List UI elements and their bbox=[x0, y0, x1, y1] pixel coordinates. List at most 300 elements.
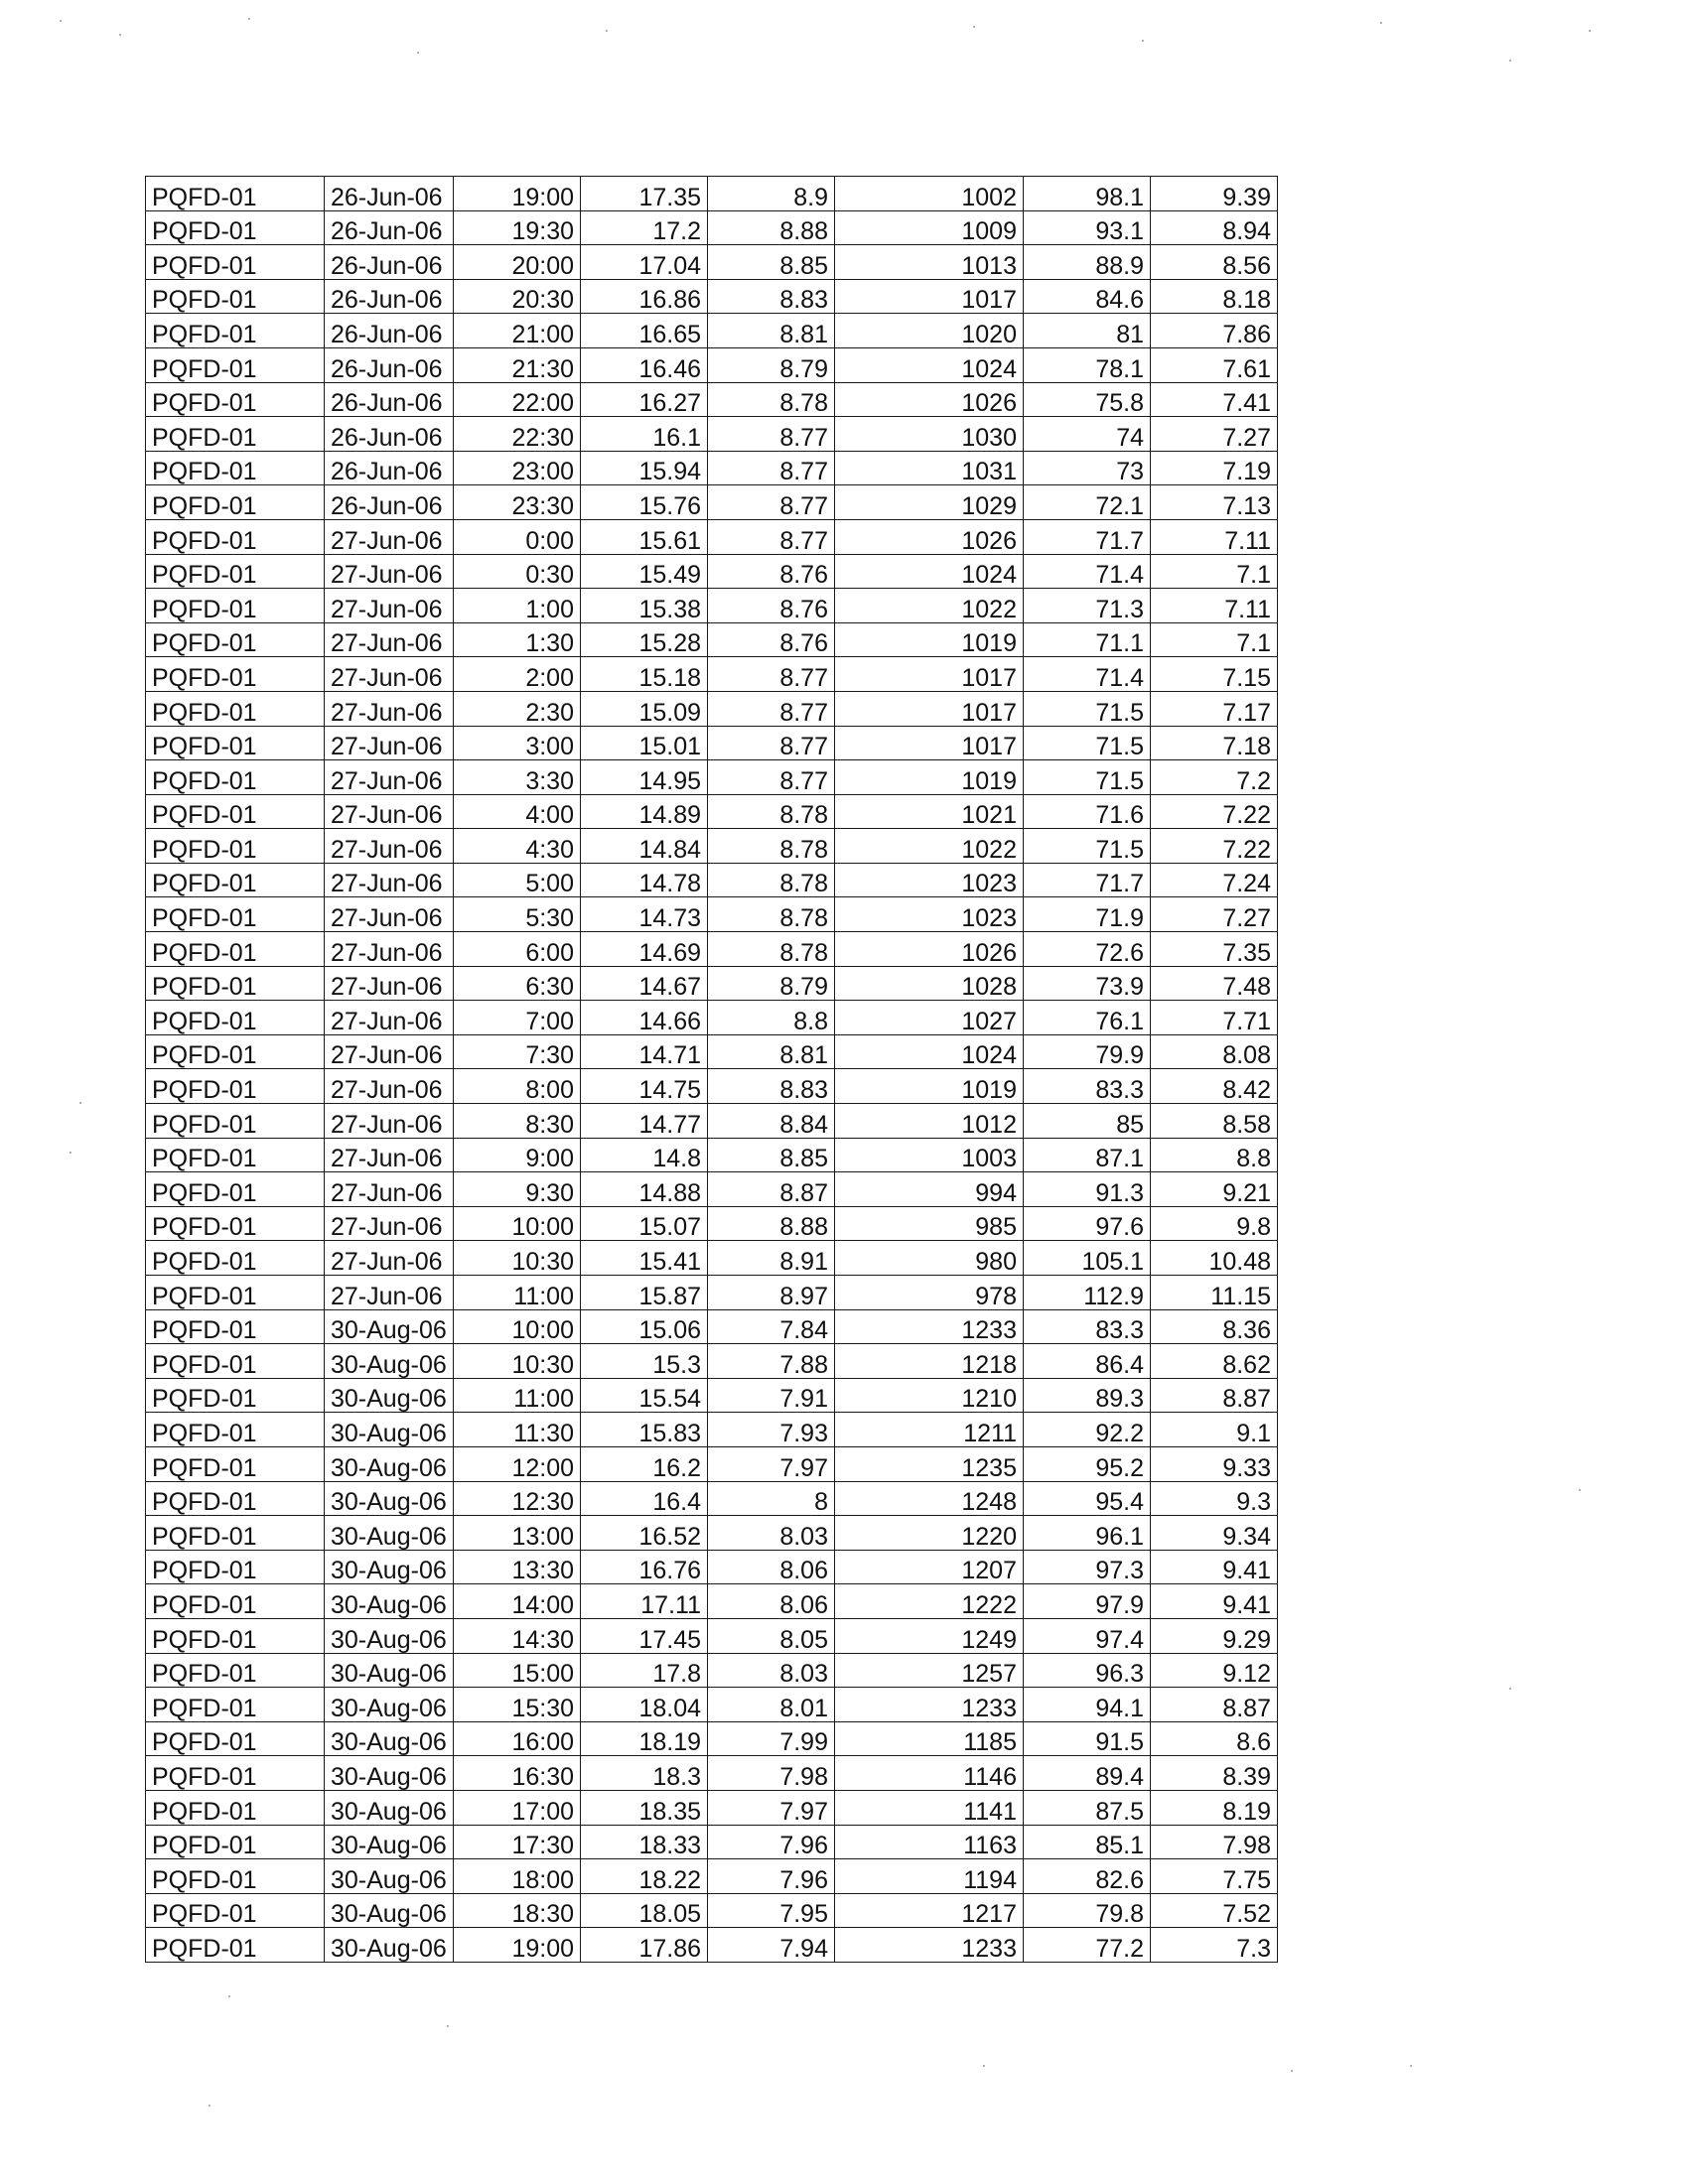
date-cell: 27-Jun-06 bbox=[325, 1138, 454, 1172]
site-id-cell: PQFD-01 bbox=[146, 1413, 325, 1447]
value-a-cell: 15.09 bbox=[581, 691, 708, 726]
value-d-cell: 91.3 bbox=[1024, 1172, 1151, 1207]
site-id-cell: PQFD-01 bbox=[146, 382, 325, 417]
value-e-cell: 7.27 bbox=[1151, 417, 1278, 452]
value-c-cell: 1233 bbox=[835, 1688, 1024, 1722]
time-cell: 21:00 bbox=[454, 314, 581, 348]
value-e-cell: 9.1 bbox=[1151, 1413, 1278, 1447]
value-c-cell: 1026 bbox=[835, 519, 1024, 554]
value-e-cell: 11.15 bbox=[1151, 1276, 1278, 1310]
value-b-cell: 7.98 bbox=[708, 1756, 835, 1791]
table-row bbox=[146, 485, 1278, 520]
value-e-cell: 8.39 bbox=[1151, 1756, 1278, 1791]
value-a-cell: 15.41 bbox=[581, 1241, 708, 1276]
value-d-cell: 75.8 bbox=[1024, 382, 1151, 417]
value-e-cell: 7.71 bbox=[1151, 1001, 1278, 1035]
value-b-cell: 8.77 bbox=[708, 691, 835, 726]
scan-speck bbox=[606, 30, 608, 32]
table-row bbox=[146, 1344, 1278, 1379]
site-id-cell: PQFD-01 bbox=[146, 1276, 325, 1310]
value-a-cell: 14.95 bbox=[581, 760, 708, 795]
value-c-cell: 1009 bbox=[835, 210, 1024, 245]
value-a-cell: 14.78 bbox=[581, 863, 708, 897]
value-c-cell: 1017 bbox=[835, 726, 1024, 760]
value-e-cell: 8.87 bbox=[1151, 1688, 1278, 1722]
value-d-cell: 98.1 bbox=[1024, 177, 1151, 211]
date-cell: 30-Aug-06 bbox=[325, 1721, 454, 1756]
value-c-cell: 1248 bbox=[835, 1481, 1024, 1516]
value-b-cell: 8.91 bbox=[708, 1241, 835, 1276]
value-b-cell: 7.84 bbox=[708, 1309, 835, 1344]
value-e-cell: 7.17 bbox=[1151, 691, 1278, 726]
value-a-cell: 15.61 bbox=[581, 519, 708, 554]
value-d-cell: 83.3 bbox=[1024, 1069, 1151, 1104]
table-row bbox=[146, 1138, 1278, 1172]
table-row bbox=[146, 1309, 1278, 1344]
time-cell: 10:00 bbox=[454, 1309, 581, 1344]
value-d-cell: 83.3 bbox=[1024, 1309, 1151, 1344]
table-row bbox=[146, 726, 1278, 760]
value-d-cell: 92.2 bbox=[1024, 1413, 1151, 1447]
time-cell: 22:30 bbox=[454, 417, 581, 452]
time-cell: 20:00 bbox=[454, 245, 581, 280]
time-cell: 15:00 bbox=[454, 1653, 581, 1688]
value-e-cell: 7.13 bbox=[1151, 485, 1278, 520]
value-a-cell: 14.88 bbox=[581, 1172, 708, 1207]
value-a-cell: 16.4 bbox=[581, 1481, 708, 1516]
value-d-cell: 79.9 bbox=[1024, 1034, 1151, 1069]
time-cell: 14:00 bbox=[454, 1584, 581, 1619]
value-d-cell: 77.2 bbox=[1024, 1928, 1151, 1963]
table-row bbox=[146, 1069, 1278, 1104]
site-id-cell: PQFD-01 bbox=[146, 966, 325, 1001]
value-e-cell: 7.19 bbox=[1151, 451, 1278, 485]
value-c-cell: 1019 bbox=[835, 622, 1024, 657]
scan-speck bbox=[1509, 1688, 1511, 1690]
value-b-cell: 7.88 bbox=[708, 1344, 835, 1379]
value-c-cell: 1217 bbox=[835, 1893, 1024, 1928]
value-e-cell: 9.41 bbox=[1151, 1550, 1278, 1584]
value-a-cell: 18.33 bbox=[581, 1825, 708, 1859]
site-id-cell: PQFD-01 bbox=[146, 1790, 325, 1825]
value-b-cell: 8.81 bbox=[708, 314, 835, 348]
table-row bbox=[146, 897, 1278, 932]
site-id-cell: PQFD-01 bbox=[146, 1344, 325, 1379]
time-cell: 0:30 bbox=[454, 554, 581, 589]
value-c-cell: 1026 bbox=[835, 382, 1024, 417]
scan-speck bbox=[447, 2025, 449, 2027]
site-id-cell: PQFD-01 bbox=[146, 657, 325, 692]
value-e-cell: 8.62 bbox=[1151, 1344, 1278, 1379]
scan-speck bbox=[417, 52, 419, 54]
site-id-cell: PQFD-01 bbox=[146, 760, 325, 795]
date-cell: 27-Jun-06 bbox=[325, 622, 454, 657]
value-c-cell: 1030 bbox=[835, 417, 1024, 452]
date-cell: 27-Jun-06 bbox=[325, 657, 454, 692]
table-row bbox=[146, 1516, 1278, 1551]
date-cell: 26-Jun-06 bbox=[325, 382, 454, 417]
date-cell: 30-Aug-06 bbox=[325, 1893, 454, 1928]
value-c-cell: 1012 bbox=[835, 1104, 1024, 1139]
value-d-cell: 97.3 bbox=[1024, 1550, 1151, 1584]
value-d-cell: 82.6 bbox=[1024, 1859, 1151, 1894]
date-cell: 27-Jun-06 bbox=[325, 691, 454, 726]
site-id-cell: PQFD-01 bbox=[146, 417, 325, 452]
value-b-cell: 8.83 bbox=[708, 1069, 835, 1104]
value-b-cell: 8.77 bbox=[708, 726, 835, 760]
value-c-cell: 1024 bbox=[835, 1034, 1024, 1069]
time-cell: 23:00 bbox=[454, 451, 581, 485]
value-b-cell: 7.94 bbox=[708, 1928, 835, 1963]
value-e-cell: 7.75 bbox=[1151, 1859, 1278, 1894]
date-cell: 26-Jun-06 bbox=[325, 245, 454, 280]
scan-speck bbox=[70, 1152, 71, 1154]
value-c-cell: 1023 bbox=[835, 897, 1024, 932]
value-b-cell: 8.79 bbox=[708, 966, 835, 1001]
value-a-cell: 14.67 bbox=[581, 966, 708, 1001]
value-b-cell: 8.88 bbox=[708, 1206, 835, 1241]
value-b-cell: 7.96 bbox=[708, 1859, 835, 1894]
time-cell: 12:00 bbox=[454, 1446, 581, 1481]
date-cell: 27-Jun-06 bbox=[325, 794, 454, 829]
value-c-cell: 1019 bbox=[835, 760, 1024, 795]
value-e-cell: 7.52 bbox=[1151, 1893, 1278, 1928]
value-b-cell: 8.8 bbox=[708, 1001, 835, 1035]
value-a-cell: 15.28 bbox=[581, 622, 708, 657]
value-b-cell: 8.97 bbox=[708, 1276, 835, 1310]
site-id-cell: PQFD-01 bbox=[146, 1688, 325, 1722]
value-e-cell: 7.3 bbox=[1151, 1928, 1278, 1963]
value-e-cell: 9.8 bbox=[1151, 1206, 1278, 1241]
site-id-cell: PQFD-01 bbox=[146, 1138, 325, 1172]
time-cell: 10:00 bbox=[454, 1206, 581, 1241]
time-cell: 13:00 bbox=[454, 1516, 581, 1551]
value-e-cell: 9.33 bbox=[1151, 1446, 1278, 1481]
value-b-cell: 8.81 bbox=[708, 1034, 835, 1069]
table-row bbox=[146, 966, 1278, 1001]
time-cell: 8:00 bbox=[454, 1069, 581, 1104]
site-id-cell: PQFD-01 bbox=[146, 1446, 325, 1481]
value-d-cell: 76.1 bbox=[1024, 1001, 1151, 1035]
value-e-cell: 7.35 bbox=[1151, 932, 1278, 967]
table-row bbox=[146, 1206, 1278, 1241]
value-e-cell: 9.12 bbox=[1151, 1653, 1278, 1688]
value-c-cell: 980 bbox=[835, 1241, 1024, 1276]
value-c-cell: 1023 bbox=[835, 863, 1024, 897]
value-b-cell: 8.78 bbox=[708, 829, 835, 864]
time-cell: 15:30 bbox=[454, 1688, 581, 1722]
value-c-cell: 994 bbox=[835, 1172, 1024, 1207]
value-d-cell: 71.3 bbox=[1024, 589, 1151, 623]
value-e-cell: 9.39 bbox=[1151, 177, 1278, 211]
site-id-cell: PQFD-01 bbox=[146, 726, 325, 760]
value-a-cell: 18.04 bbox=[581, 1688, 708, 1722]
table-row bbox=[146, 589, 1278, 623]
table-row bbox=[146, 794, 1278, 829]
value-c-cell: 1028 bbox=[835, 966, 1024, 1001]
date-cell: 27-Jun-06 bbox=[325, 589, 454, 623]
site-id-cell: PQFD-01 bbox=[146, 1104, 325, 1139]
value-c-cell: 985 bbox=[835, 1206, 1024, 1241]
value-d-cell: 97.4 bbox=[1024, 1618, 1151, 1653]
table-row bbox=[146, 1104, 1278, 1139]
value-a-cell: 15.76 bbox=[581, 485, 708, 520]
value-b-cell: 8.76 bbox=[708, 589, 835, 623]
value-a-cell: 17.11 bbox=[581, 1584, 708, 1619]
value-d-cell: 74 bbox=[1024, 417, 1151, 452]
value-b-cell: 8.77 bbox=[708, 451, 835, 485]
date-cell: 30-Aug-06 bbox=[325, 1309, 454, 1344]
value-a-cell: 16.2 bbox=[581, 1446, 708, 1481]
value-d-cell: 95.2 bbox=[1024, 1446, 1151, 1481]
site-id-cell: PQFD-01 bbox=[146, 1550, 325, 1584]
value-d-cell: 86.4 bbox=[1024, 1344, 1151, 1379]
value-b-cell: 8.05 bbox=[708, 1618, 835, 1653]
site-id-cell: PQFD-01 bbox=[146, 622, 325, 657]
table-row bbox=[146, 1276, 1278, 1310]
time-cell: 17:00 bbox=[454, 1790, 581, 1825]
value-b-cell: 7.91 bbox=[708, 1378, 835, 1413]
value-e-cell: 7.18 bbox=[1151, 726, 1278, 760]
site-id-cell: PQFD-01 bbox=[146, 1893, 325, 1928]
site-id-cell: PQFD-01 bbox=[146, 897, 325, 932]
site-id-cell: PQFD-01 bbox=[146, 1206, 325, 1241]
scan-speck bbox=[1410, 2065, 1412, 2067]
value-e-cell: 9.3 bbox=[1151, 1481, 1278, 1516]
date-cell: 30-Aug-06 bbox=[325, 1344, 454, 1379]
value-c-cell: 1249 bbox=[835, 1618, 1024, 1653]
table-row bbox=[146, 417, 1278, 452]
value-d-cell: 73.9 bbox=[1024, 966, 1151, 1001]
value-c-cell: 1194 bbox=[835, 1859, 1024, 1894]
time-cell: 8:30 bbox=[454, 1104, 581, 1139]
value-e-cell: 8.87 bbox=[1151, 1378, 1278, 1413]
date-cell: 27-Jun-06 bbox=[325, 1206, 454, 1241]
scan-speck bbox=[1291, 2070, 1293, 2072]
value-c-cell: 1024 bbox=[835, 347, 1024, 382]
table-row bbox=[146, 1859, 1278, 1894]
value-c-cell: 1022 bbox=[835, 589, 1024, 623]
site-id-cell: PQFD-01 bbox=[146, 1584, 325, 1619]
scan-speck bbox=[1380, 22, 1382, 24]
time-cell: 14:30 bbox=[454, 1618, 581, 1653]
value-e-cell: 7.2 bbox=[1151, 760, 1278, 795]
value-a-cell: 16.52 bbox=[581, 1516, 708, 1551]
value-d-cell: 87.5 bbox=[1024, 1790, 1151, 1825]
value-d-cell: 71.4 bbox=[1024, 657, 1151, 692]
time-cell: 5:30 bbox=[454, 897, 581, 932]
value-c-cell: 1013 bbox=[835, 245, 1024, 280]
table-row bbox=[146, 519, 1278, 554]
value-e-cell: 8.18 bbox=[1151, 279, 1278, 314]
table-row bbox=[146, 279, 1278, 314]
time-cell: 0:00 bbox=[454, 519, 581, 554]
date-cell: 27-Jun-06 bbox=[325, 1034, 454, 1069]
value-b-cell: 8.78 bbox=[708, 932, 835, 967]
table-row bbox=[146, 554, 1278, 589]
value-c-cell: 1141 bbox=[835, 1790, 1024, 1825]
scan-speck bbox=[209, 2105, 210, 2107]
value-a-cell: 17.04 bbox=[581, 245, 708, 280]
value-c-cell: 1210 bbox=[835, 1378, 1024, 1413]
value-a-cell: 14.84 bbox=[581, 829, 708, 864]
date-cell: 27-Jun-06 bbox=[325, 829, 454, 864]
value-d-cell: 71.7 bbox=[1024, 863, 1151, 897]
value-c-cell: 1021 bbox=[835, 794, 1024, 829]
value-e-cell: 7.11 bbox=[1151, 589, 1278, 623]
value-d-cell: 71.9 bbox=[1024, 897, 1151, 932]
time-cell: 23:30 bbox=[454, 485, 581, 520]
value-e-cell: 8.19 bbox=[1151, 1790, 1278, 1825]
site-id-cell: PQFD-01 bbox=[146, 1172, 325, 1207]
value-b-cell: 7.99 bbox=[708, 1721, 835, 1756]
value-e-cell: 8.56 bbox=[1151, 245, 1278, 280]
site-id-cell: PQFD-01 bbox=[146, 863, 325, 897]
date-cell: 27-Jun-06 bbox=[325, 519, 454, 554]
value-c-cell: 1146 bbox=[835, 1756, 1024, 1791]
value-b-cell: 8.78 bbox=[708, 897, 835, 932]
value-d-cell: 84.6 bbox=[1024, 279, 1151, 314]
scan-speck bbox=[983, 2065, 985, 2067]
site-id-cell: PQFD-01 bbox=[146, 314, 325, 348]
value-b-cell: 8.76 bbox=[708, 622, 835, 657]
value-e-cell: 8.36 bbox=[1151, 1309, 1278, 1344]
value-a-cell: 14.73 bbox=[581, 897, 708, 932]
table-row bbox=[146, 1550, 1278, 1584]
date-cell: 30-Aug-06 bbox=[325, 1618, 454, 1653]
date-cell: 30-Aug-06 bbox=[325, 1859, 454, 1894]
table-row bbox=[146, 314, 1278, 348]
time-cell: 9:00 bbox=[454, 1138, 581, 1172]
time-cell: 9:30 bbox=[454, 1172, 581, 1207]
value-d-cell: 97.6 bbox=[1024, 1206, 1151, 1241]
date-cell: 27-Jun-06 bbox=[325, 760, 454, 795]
time-cell: 11:00 bbox=[454, 1276, 581, 1310]
value-a-cell: 18.22 bbox=[581, 1859, 708, 1894]
data-table-body bbox=[146, 177, 1278, 1963]
value-a-cell: 14.77 bbox=[581, 1104, 708, 1139]
value-a-cell: 14.69 bbox=[581, 932, 708, 967]
value-a-cell: 15.06 bbox=[581, 1309, 708, 1344]
value-d-cell: 71.4 bbox=[1024, 554, 1151, 589]
site-id-cell: PQFD-01 bbox=[146, 451, 325, 485]
value-b-cell: 8.77 bbox=[708, 485, 835, 520]
date-cell: 26-Jun-06 bbox=[325, 279, 454, 314]
scan-speck bbox=[119, 34, 121, 36]
date-cell: 30-Aug-06 bbox=[325, 1928, 454, 1963]
value-b-cell: 8.77 bbox=[708, 657, 835, 692]
value-e-cell: 8.58 bbox=[1151, 1104, 1278, 1139]
site-id-cell: PQFD-01 bbox=[146, 1034, 325, 1069]
value-a-cell: 15.87 bbox=[581, 1276, 708, 1310]
site-id-cell: PQFD-01 bbox=[146, 829, 325, 864]
time-cell: 1:30 bbox=[454, 622, 581, 657]
date-cell: 30-Aug-06 bbox=[325, 1516, 454, 1551]
table-row bbox=[146, 1790, 1278, 1825]
date-cell: 27-Jun-06 bbox=[325, 863, 454, 897]
value-a-cell: 18.35 bbox=[581, 1790, 708, 1825]
value-d-cell: 96.1 bbox=[1024, 1516, 1151, 1551]
table-row bbox=[146, 451, 1278, 485]
value-c-cell: 1235 bbox=[835, 1446, 1024, 1481]
date-cell: 30-Aug-06 bbox=[325, 1790, 454, 1825]
value-c-cell: 1017 bbox=[835, 657, 1024, 692]
time-cell: 18:00 bbox=[454, 1859, 581, 1894]
value-c-cell: 1233 bbox=[835, 1928, 1024, 1963]
value-d-cell: 89.3 bbox=[1024, 1378, 1151, 1413]
table-row bbox=[146, 1688, 1278, 1722]
date-cell: 27-Jun-06 bbox=[325, 1241, 454, 1276]
table-row bbox=[146, 1756, 1278, 1791]
value-d-cell: 72.6 bbox=[1024, 932, 1151, 967]
value-a-cell: 15.49 bbox=[581, 554, 708, 589]
table-row bbox=[146, 1001, 1278, 1035]
date-cell: 30-Aug-06 bbox=[325, 1688, 454, 1722]
table-row bbox=[146, 1446, 1278, 1481]
value-c-cell: 1026 bbox=[835, 932, 1024, 967]
date-cell: 27-Jun-06 bbox=[325, 1069, 454, 1104]
scan-speck bbox=[60, 20, 62, 22]
value-c-cell: 1031 bbox=[835, 451, 1024, 485]
table-row bbox=[146, 1241, 1278, 1276]
scan-speck bbox=[973, 26, 975, 28]
date-cell: 26-Jun-06 bbox=[325, 314, 454, 348]
table-row bbox=[146, 1413, 1278, 1447]
value-a-cell: 16.1 bbox=[581, 417, 708, 452]
site-id-cell: PQFD-01 bbox=[146, 1001, 325, 1035]
value-c-cell: 1024 bbox=[835, 554, 1024, 589]
site-id-cell: PQFD-01 bbox=[146, 691, 325, 726]
value-c-cell: 1257 bbox=[835, 1653, 1024, 1688]
value-c-cell: 1027 bbox=[835, 1001, 1024, 1035]
site-id-cell: PQFD-01 bbox=[146, 1481, 325, 1516]
date-cell: 27-Jun-06 bbox=[325, 1276, 454, 1310]
value-a-cell: 16.27 bbox=[581, 382, 708, 417]
date-cell: 26-Jun-06 bbox=[325, 347, 454, 382]
date-cell: 26-Jun-06 bbox=[325, 451, 454, 485]
value-b-cell: 8.85 bbox=[708, 245, 835, 280]
table-row bbox=[146, 657, 1278, 692]
site-id-cell: PQFD-01 bbox=[146, 589, 325, 623]
time-cell: 19:00 bbox=[454, 177, 581, 211]
value-e-cell: 9.34 bbox=[1151, 1516, 1278, 1551]
value-b-cell: 8.84 bbox=[708, 1104, 835, 1139]
value-d-cell: 89.4 bbox=[1024, 1756, 1151, 1791]
time-cell: 10:30 bbox=[454, 1241, 581, 1276]
value-c-cell: 978 bbox=[835, 1276, 1024, 1310]
time-cell: 13:30 bbox=[454, 1550, 581, 1584]
site-id-cell: PQFD-01 bbox=[146, 1309, 325, 1344]
scan-speck bbox=[1509, 60, 1511, 62]
value-c-cell: 1207 bbox=[835, 1550, 1024, 1584]
time-cell: 1:00 bbox=[454, 589, 581, 623]
value-a-cell: 14.8 bbox=[581, 1138, 708, 1172]
table-row bbox=[146, 1618, 1278, 1653]
value-e-cell: 8.42 bbox=[1151, 1069, 1278, 1104]
date-cell: 30-Aug-06 bbox=[325, 1653, 454, 1688]
time-cell: 7:30 bbox=[454, 1034, 581, 1069]
time-cell: 19:30 bbox=[454, 210, 581, 245]
table-row bbox=[146, 1584, 1278, 1619]
site-id-cell: PQFD-01 bbox=[146, 347, 325, 382]
date-cell: 27-Jun-06 bbox=[325, 1001, 454, 1035]
value-b-cell: 7.96 bbox=[708, 1825, 835, 1859]
time-cell: 21:30 bbox=[454, 347, 581, 382]
value-d-cell: 78.1 bbox=[1024, 347, 1151, 382]
value-e-cell: 7.22 bbox=[1151, 794, 1278, 829]
table-row bbox=[146, 932, 1278, 967]
value-b-cell: 8.76 bbox=[708, 554, 835, 589]
